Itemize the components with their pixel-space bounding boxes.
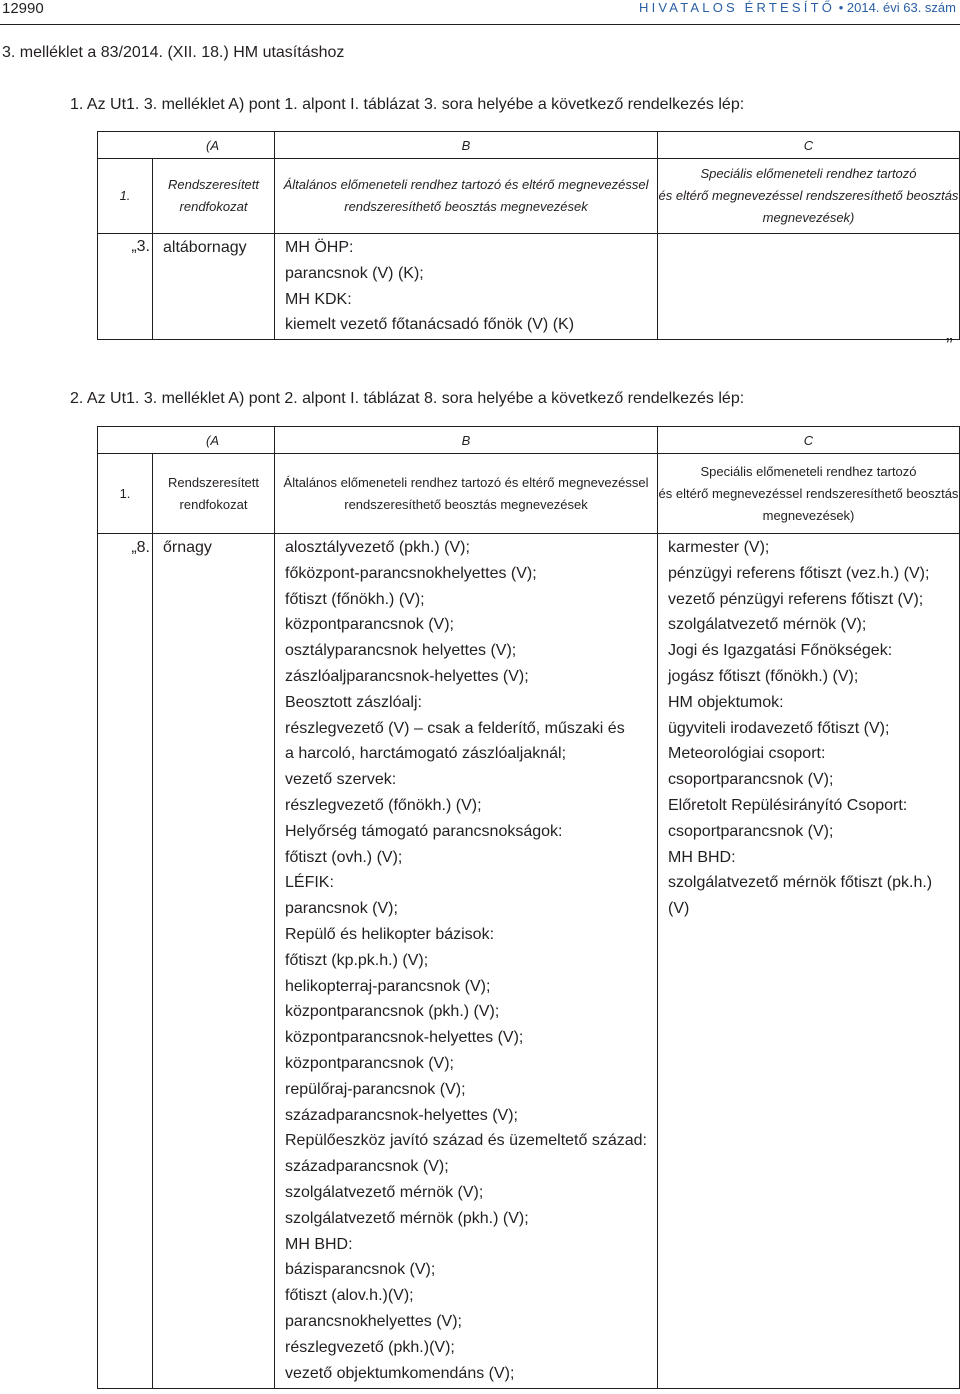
position-item: Jogi és Igazgatási Főnökségek:	[668, 642, 893, 660]
position-item: főtiszt (ovh.) (V);	[285, 848, 403, 866]
head-special-line: és eltérő megnevezéssel rendszeresíthető beosztás	[658, 188, 959, 203]
position-item: MH BHD:	[668, 848, 736, 866]
position-item: HM objektumok:	[668, 693, 784, 711]
annex-title: 3. melléklet a 83/2014. (XII. 18.) HM utasításhoz	[2, 44, 345, 61]
journal-header	[639, 0, 956, 15]
position-item: parancsnok (V) (K);	[285, 264, 424, 282]
position-item: a harcoló, harctámogató zászlóaljaknál;	[285, 745, 567, 763]
head-num: 1.	[98, 454, 153, 534]
position-item: vezető szervek:	[285, 771, 397, 789]
position-item: csoportparancsnok (V);	[668, 771, 834, 789]
position-item: parancsnokhelyettes (V);	[285, 1312, 462, 1330]
position-item: karmester (V);	[668, 539, 770, 556]
position-item: ügyviteli irodavezető főtiszt (V);	[668, 719, 890, 737]
head-special-line: Speciális előmeneteli rendhez tartozó	[700, 463, 917, 479]
section2-data-row	[98, 534, 960, 1389]
position-item: repülőraj-parancsnok (V);	[285, 1080, 466, 1098]
position-item: szolgálatvezető mérnök (V);	[668, 616, 867, 634]
head-general-line: rendszeresíthető beosztás megnevezések	[344, 199, 588, 214]
position-item: Előretolt Repülésirányító Csoport:	[668, 796, 908, 814]
position-item: alosztályvezető (pkh.) (V);	[285, 539, 470, 556]
closing-quote: ”	[946, 335, 953, 357]
col-letter-c: C	[658, 427, 960, 454]
position-list-general	[285, 535, 657, 1386]
col-letter-a: (A	[98, 132, 275, 159]
position-item: Repülőeszköz javító század és üzemeltető század:	[285, 1132, 647, 1150]
position-item: központparancsnok (V);	[285, 1054, 454, 1072]
issue-label: 2014. évi 63. szám	[846, 0, 956, 15]
position-item: Helyőrség támogató parancsnokságok:	[285, 822, 563, 840]
row-special-positions	[658, 234, 960, 340]
head-general	[275, 454, 658, 534]
section2-column-letters	[98, 427, 960, 454]
position-item: parancsnok (V);	[285, 900, 398, 918]
row-special-positions	[658, 534, 960, 1389]
journal-title: HIVATALOS ÉRTESÍTŐ	[639, 0, 836, 15]
position-item: MH BHD:	[285, 1235, 353, 1253]
position-item: szolgálatvezető mérnök főtiszt (pk.h.)	[668, 874, 933, 892]
position-item: századparancsnok-helyettes (V);	[285, 1106, 518, 1124]
head-special	[658, 159, 960, 234]
section2-text: 2. Az Ut1. 3. melléklet A) pont 2. alpont I. táblázat 8. sora helyébe a következő rendelkezés lép:	[70, 390, 745, 407]
position-item: Beosztott zászlóalj:	[285, 693, 422, 711]
position-item: központparancsnok-helyettes (V);	[285, 1029, 524, 1047]
position-item: MH ÖHP:	[285, 239, 354, 256]
section1-text: 1. Az Ut1. 3. melléklet A) pont 1. alpont I. táblázat 3. sora helyébe a következő rendelkezés lép:	[70, 96, 745, 113]
position-item: osztályparancsnok helyettes (V);	[285, 642, 517, 660]
row-rank: altábornagy	[153, 234, 275, 340]
row-general-positions	[275, 534, 658, 1389]
position-item: részlegvezető (pkh.)(V);	[285, 1338, 455, 1356]
position-item: századparancsnok (V);	[285, 1158, 449, 1176]
col-letter-a: (A	[98, 427, 275, 454]
section1-column-letters	[98, 132, 960, 159]
section1-data-row	[98, 234, 960, 340]
head-rank-line: Rendszeresített	[167, 177, 260, 192]
position-item: szolgálatvezető mérnök (pkh.) (V);	[285, 1209, 529, 1227]
position-item: részlegvezető (főnökh.) (V);	[285, 796, 482, 814]
page-number: 12990	[2, 0, 44, 17]
row-rank: őrnagy	[153, 534, 275, 1389]
position-item: pénzügyi referens főtiszt (vez.h.) (V);	[668, 564, 930, 582]
position-item: jogász főtiszt (főnökh.) (V);	[668, 667, 859, 685]
position-item: LÉFIK:	[285, 874, 334, 892]
header-rule	[0, 24, 960, 25]
head-special-line: és eltérő megnevezéssel rendszeresíthető beosztás	[658, 485, 959, 501]
head-num: 1.	[98, 159, 153, 234]
position-item: kiemelt vezető főtanácsadó főnök (V) (K)	[285, 316, 575, 334]
head-special-line: megnevezések)	[762, 507, 855, 523]
head-rank-line: Rendszeresített	[167, 474, 260, 490]
position-item: (V)	[668, 900, 690, 918]
position-item: Meteorológiai csoport:	[668, 745, 826, 763]
section2-table	[97, 426, 960, 1389]
head-general-line: Általános előmeneteli rendhez tartozó és eltérő megnevezéssel	[283, 474, 649, 490]
head-special-line: Speciális előmeneteli rendhez tartozó	[700, 166, 917, 181]
position-item: főtiszt (alov.h.)(V);	[285, 1287, 414, 1305]
head-rank-line: rendfokozat	[179, 496, 248, 512]
head-general-line: Általános előmeneteli rendhez tartozó és eltérő megnevezéssel	[283, 177, 649, 192]
position-item: Repülő és helikopter bázisok:	[285, 925, 495, 943]
position-item: helikopterraj-parancsnok (V);	[285, 977, 491, 995]
position-item: főközpont-parancsnokhelyettes (V);	[285, 564, 537, 582]
head-general-line: rendszeresíthető beosztás megnevezések	[344, 496, 588, 512]
position-item: MH KDK:	[285, 290, 352, 308]
position-list-special	[668, 535, 959, 922]
position-item: bázisparancsnok (V);	[285, 1261, 436, 1279]
position-item: csoportparancsnok (V);	[668, 822, 834, 840]
head-general	[275, 159, 658, 234]
position-item: zászlóaljparancsnok-helyettes (V);	[285, 667, 529, 685]
position-item: központparancsnok (pkh.) (V);	[285, 1003, 500, 1021]
col-letter-c: C	[658, 132, 960, 159]
head-rank	[153, 454, 275, 534]
position-item: főtiszt (főnökh.) (V);	[285, 590, 425, 608]
col-letter-b: B	[275, 427, 658, 454]
head-special	[658, 454, 960, 534]
row-number: „3.	[98, 234, 153, 340]
position-item: részlegvezető (V) – csak a felderítő, műszaki és	[285, 719, 625, 737]
position-item: szolgálatvezető mérnök (V);	[285, 1183, 484, 1201]
head-rank-line: rendfokozat	[179, 199, 248, 214]
head-special-line: megnevezések)	[762, 210, 855, 225]
position-item: főtiszt (kp.pk.h.) (V);	[285, 951, 429, 969]
position-item: vezető pénzügyi referens főtiszt (V);	[668, 590, 924, 608]
section1-header-row	[98, 159, 960, 234]
col-letter-b: B	[275, 132, 658, 159]
section2-header-row	[98, 454, 960, 534]
head-rank	[153, 159, 275, 234]
row-general-positions	[275, 234, 658, 340]
row-number: „8.	[98, 534, 153, 1389]
position-item: vezető objektumkomendáns (V);	[285, 1364, 515, 1382]
header-bullet: •	[838, 0, 844, 15]
section1-table	[97, 131, 960, 340]
position-item: központparancsnok (V);	[285, 616, 454, 634]
